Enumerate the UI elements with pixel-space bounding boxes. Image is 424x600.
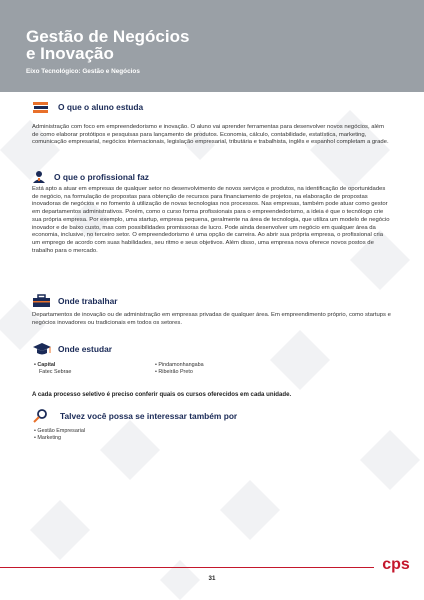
- list-item: Fatec Sebrae: [39, 369, 72, 376]
- estudar-list-col2: [155, 362, 204, 377]
- list-item: • Gestão Empresarial: [34, 428, 86, 434]
- heading-trabalhar: Onde trabalhar: [58, 296, 118, 306]
- graduation-cap-icon: [32, 342, 52, 356]
- selection-note: A cada processo seletivo é preciso conferir quais os cursos oferecidos em cada unidade.: [32, 391, 292, 398]
- text-trabalhar: Departamentos de inovação ou de administração em empresas privadas de qualquer área. Em empreendimento próprio, como startups e negócios inovadores ou tradicionais em todos os setores.: [32, 312, 391, 326]
- list-item: • Ribeirão Preto: [155, 369, 193, 376]
- title-line-2: e Inovação: [26, 44, 114, 63]
- footer-divider: [0, 567, 374, 568]
- heading-estudar: Onde estudar: [58, 344, 112, 354]
- text-faz: Está apto a atuar em empresas de qualquer setor no desenvolvimento de novos serviços e produtos, na identificação de oportunidades de negócio, na formulação de propostas para obtenção de recursos para financiamento de projetos, na elaboração de propostas inovadoras de negócios e no fomento à utilização de novas tecnologias nos processos. Nas empresas, também pode atuar como gestor em departamentos administrativos. Porém, como o curso forma profissionais para o empreendedorismo, a ideia é que o tecnólogo crie sua própria empresa. Por exemplo, uma startup, empresa pequena, geralmente na área de tecnologia, que utiliza um modelo de negócio inovador e de baixo custo, mas com possibilidades promissoras de lucro. Pode ainda desenvolver um negócio em qualquer área da economia, inclusive, no terceiro setor. O empreendedorismo é uma opção de carreira. Ao abrir sua própria empresa, o profissional cria um emprego de acordo com suas habilidades, seu ritmo e seus objetivos. Além disso, uma empresa nova oferece novos postos de trabalho para o mercado.: [32, 186, 390, 254]
- list-item: • Capital: [34, 362, 56, 368]
- text-estuda: Administração com foco em empreendedorismo e inovação. O aluno vai aprender ferramentas para desenvolver novos negócios, além de como elaborar protótipos e pesquisas para lançamento de produtos. Economia, cálculo, contabilidade, estatística, marketing, comunicação empresarial, negócios internacionais, legislação empresarial, tributária e trabalhista, inglês e espanhol completam a grade.: [32, 124, 389, 146]
- briefcase-icon: [32, 294, 52, 308]
- magnifier-icon: [32, 409, 52, 423]
- page-subtitle: Eixo Tecnológico: Gestão e Negócios: [26, 68, 140, 75]
- list-item: • Pindamonhangaba: [155, 362, 204, 368]
- cps-logo: [378, 552, 414, 576]
- heading-faz: O que o profissional faz: [54, 172, 149, 182]
- list-item: • Marketing: [34, 435, 62, 442]
- svg-text:cps: cps: [382, 556, 410, 573]
- interesse-list: [34, 428, 85, 443]
- estudar-list-col1: [34, 362, 71, 377]
- page-number: 31: [208, 575, 216, 582]
- title-line-1: Gestão de Negócios: [26, 27, 190, 46]
- heading-interesse: Talvez você possa se interessar também por: [60, 411, 238, 421]
- professional-icon: [32, 170, 52, 184]
- heading-estuda: O que o aluno estuda: [58, 102, 144, 112]
- books-icon: [32, 100, 52, 114]
